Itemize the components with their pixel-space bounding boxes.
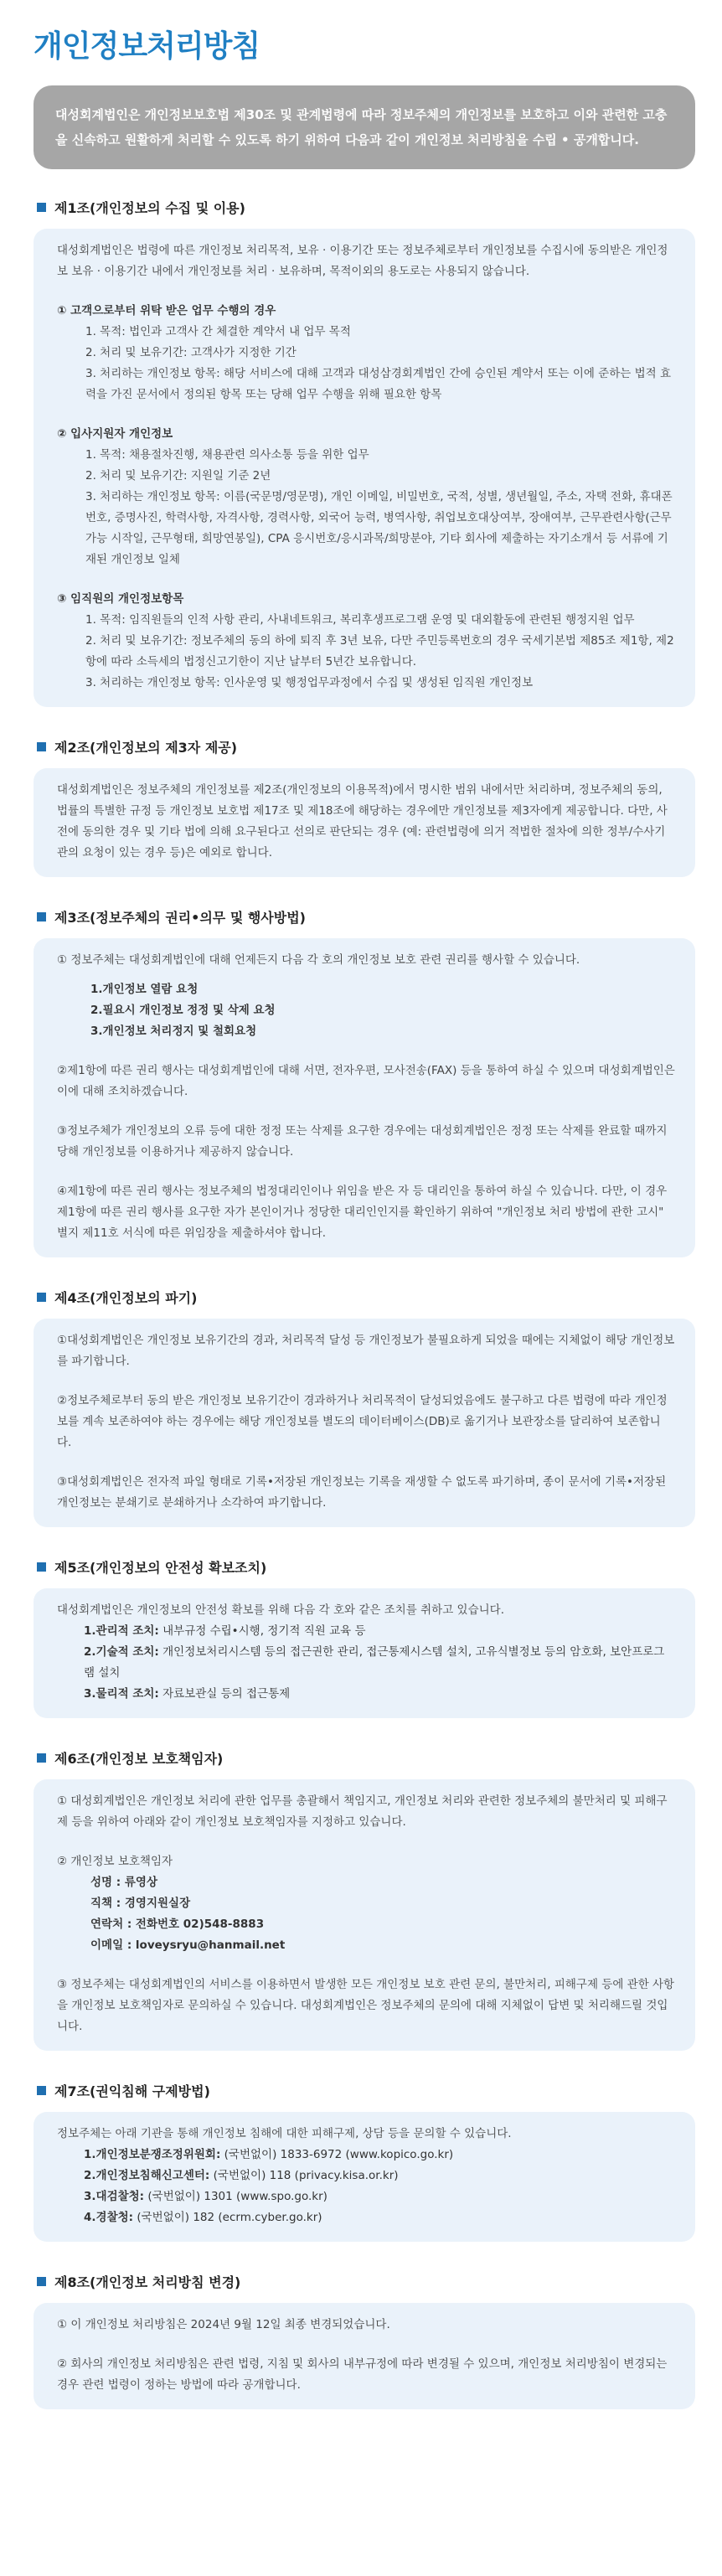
item-text: (국번없이) 1833-6972 (www.kopico.go.kr) — [220, 2148, 454, 2161]
list-item: 1.개인정보 열람 요청 — [90, 983, 199, 996]
item-text: (국번없이) 182 (ecrm.cyber.go.kr) — [133, 2211, 322, 2224]
section-5-header — [37, 1557, 695, 1577]
list-item: 3. 처리하는 개인정보 항목: 인사운영 및 행정업무과정에서 수집 및 생성된 임직원 개인정보 — [85, 676, 534, 689]
paragraph: 정보주체는 아래 기관을 통해 개인정보 침해에 대한 피해구제, 상담 등을 문의할 수 있습니다. — [57, 2127, 512, 2140]
contact-phone: 연락처 : 전화번호 02)548-8883 — [90, 1918, 265, 1931]
section-2-title: 제2조(개인정보의 제3자 제공) — [54, 740, 238, 756]
contact-name: 성명 : 류영상 — [90, 1876, 158, 1889]
page-title: 개인정보처리방침 — [34, 29, 260, 64]
section-1-body — [34, 229, 695, 707]
list-item: 2.필요시 개인정보 정정 및 삭제 요청 — [90, 1004, 276, 1017]
item-label: 4.경찰청: — [84, 2211, 134, 2224]
paragraph: ② 개인정보 보호책임자 — [57, 1855, 173, 1868]
sub-heading: ① 고객으로부터 위탁 받은 업무 수행의 경우 — [57, 304, 276, 317]
list-item — [57, 2207, 675, 2228]
list-item: 2. 처리 및 보유기간: 고객사가 지정한 기간 — [85, 346, 297, 359]
square-bullet-icon — [37, 2277, 46, 2286]
sub-heading: ② 입사지원자 개인정보 — [57, 427, 173, 441]
sub-heading: ③ 임직원의 개인정보항목 — [57, 592, 184, 606]
paragraph: ③ 정보주체는 대성회계법인의 서비스를 이용하면서 발생한 모든 개인정보 보호 관련 문의, 불만처리, 피해구제 등에 관한 사항을 개인정보 보호책임자로 문의하실 수 있습니다. 대성회계법인은 정보주체의 문의에 대해 지체없이 답변 및 처리해드릴 것입니다. — [57, 1978, 675, 2033]
paragraph: ① 이 개인정보 처리방침은 2024년 9월 12일 최종 변경되었습니다. — [57, 2318, 390, 2331]
list-item — [57, 1684, 675, 1705]
list-item — [57, 2186, 675, 2207]
section-7-title: 제7조(권익침해 구제방법) — [54, 2083, 210, 2099]
item-text: 자료보관실 등의 접근통제 — [158, 1687, 291, 1701]
section-3-title: 제3조(정보주체의 권리•의무 및 행사방법) — [54, 910, 306, 926]
list-item: 2. 처리 및 보유기간: 지원일 기준 2년 — [85, 469, 271, 483]
paragraph: ④제1항에 따른 권리 행사는 정보주체의 법정대리인이나 위임을 받은 자 등 대리인을 통하여 하실 수 있습니다. 다만, 이 경우 제1항에 따른 권리 행사를 요구한 자가 본인이거나 정당한 대리인인지를 확인하기 위하여 "개인정보 처리 방법에 관한 고시" 별지 제11호 서식에 따른 위임장을 제출하셔야 합니다. — [57, 1185, 668, 1240]
item-text: (국번없이) 1301 (www.spo.go.kr) — [144, 2190, 327, 2203]
item-text: 개인정보처리시스템 등의 접근권한 관리, 접근통제시스템 설치, 고유식별정보 등의 암호화, 보안프로그램 설치 — [84, 1645, 665, 1680]
paragraph: ① 정보주체는 대성회계법인에 대해 언제든지 다음 각 호의 개인정보 보호 관련 권리를 행사할 수 있습니다. — [57, 953, 580, 967]
paragraph: 대성회계법인은 법령에 따른 개인정보 처리목적, 보유 · 이용기간 또는 정보주체로부터 개인정보를 수집시에 동의받은 개인정보 보유 · 이용기간 내에서 개인정보를 처리 · 보유하며, 목적이외의 용도로는 사용되지 않습니다. — [57, 244, 668, 278]
list-item — [57, 2145, 675, 2166]
section-2-header — [37, 737, 695, 756]
square-bullet-icon — [37, 1293, 46, 1302]
square-bullet-icon — [37, 1562, 46, 1572]
item-text: 내부규정 수립•시행, 정기적 직원 교육 등 — [158, 1624, 366, 1638]
item-label: 2.기술적 조치: — [84, 1645, 159, 1659]
section-1-title: 제1조(개인정보의 수집 및 이용) — [54, 200, 245, 216]
section-2-body — [34, 768, 695, 877]
section-5-body — [34, 1588, 695, 1718]
section-7-header — [37, 2081, 695, 2100]
section-6-body — [34, 1779, 695, 2051]
list-item: 2. 처리 및 보유기간: 정보주체의 동의 하에 퇴직 후 3년 보유, 다만 주민등록번호의 경우 국세기본법 제85조 제1항, 제2항에 따라 소득세의 법정신고기한이 지난 날부터 5년간 보유합니다. — [85, 634, 674, 669]
intro-banner: 대성회계법인은 개인정보보호법 제30조 및 관계법령에 따라 정보주체의 개인정보를 보호하고 이와 관련한 고충을 신속하고 원활하게 처리할 수 있도록 하기 위하여 다음과 같이 개인정보 처리방침을 수립 • 공개합니다. — [34, 85, 695, 169]
paragraph: 대성회계법인은 정보주체의 개인정보를 제2조(개인정보의 이용목적)에서 명시한 범위 내에서만 처리하며, 정보주체의 동의, 법률의 특별한 규정 등 개인정보 보호법 제17조 및 제18조에 해당하는 경우에만 개인정보를 제3자에게 제공합니다. 다만, 사전에 동의한 경우 및 기타 법에 의해 요구된다고 선의로 판단되는 경우 (예: 관련법령에 의거 적법한 절차에 의한 정부/수사기관의 요청이 있는 경우 등)은 예외로 합니다. — [57, 783, 668, 860]
section-4-header — [37, 1288, 695, 1307]
item-label: 3.대검찰청: — [84, 2190, 145, 2203]
contact-email: 이메일 : loveysryu@hanmail.net — [90, 1938, 286, 1952]
list-item: 1. 목적: 법인과 고객사 간 체결한 계약서 내 업무 목적 — [85, 325, 351, 338]
section-6-title: 제6조(개인정보 보호책임자) — [54, 1751, 224, 1767]
square-bullet-icon — [37, 1753, 46, 1763]
paragraph: ①대성회계법인은 개인정보 보유기간의 경과, 처리목적 달성 등 개인정보가 불필요하게 되었을 때에는 지체없이 해당 개인정보를 파기합니다. — [57, 1334, 675, 1368]
section-5-title: 제5조(개인정보의 안전성 확보조치) — [54, 1560, 267, 1576]
section-8-header — [37, 2272, 695, 2291]
section-4-body — [34, 1319, 695, 1527]
paragraph: ②정보주체로부터 동의 받은 개인정보 보유기간이 경과하거나 처리목적이 달성되었음에도 불구하고 다른 법령에 따라 개인정보를 계속 보존하여야 하는 경우에는 해당 개인정보를 별도의 데이터베이스(DB)로 옮기거나 보관장소를 달리하여 보존합니다. — [57, 1394, 668, 1449]
list-item — [57, 2166, 675, 2186]
item-label: 1.개인정보분쟁조정위원회: — [84, 2148, 221, 2161]
item-text: (국번없이) 118 (privacy.kisa.or.kr) — [209, 2169, 399, 2182]
item-label: 1.관리적 조치: — [84, 1624, 159, 1638]
list-item — [57, 1621, 675, 1642]
item-label: 3.물리적 조치: — [84, 1687, 159, 1701]
paragraph: ②제1항에 따른 권리 행사는 대성회계법인에 대해 서면, 전자우편, 모사전송(FAX) 등을 통하여 하실 수 있으며 대성회계법인은 이에 대해 조치하겠습니다. — [57, 1064, 675, 1098]
section-8-body — [34, 2303, 695, 2409]
section-1-header — [37, 198, 695, 217]
list-item: 1. 목적: 채용절차진행, 채용관련 의사소통 등을 위한 업무 — [85, 448, 369, 462]
list-item: 3. 처리하는 개인정보 항목: 이름(국문명/영문명), 개인 이메일, 비밀번호, 국적, 성별, 생년월일, 주소, 자택 전화, 휴대폰 번호, 증명사진, 학력사항, 자격사항, 경력사항, 외국어 능력, 병역사항, 취업보호대상여부, 장애여부, 근무관련사항(근무가능 시작일, 근무형태, 희망연봉일), CPA 응시번호/응시과목/희망분야, 기타 회사에 제출하는 자기소개서 등 서류에 기재된 개인정보 일체 — [85, 490, 673, 566]
item-label: 2.개인정보침해신고센터: — [84, 2169, 210, 2182]
section-7-body — [34, 2112, 695, 2242]
square-bullet-icon — [37, 203, 46, 212]
paragraph: ③정보주체가 개인정보의 오류 등에 대한 정정 또는 삭제를 요구한 경우에는 대성회계법인은 정정 또는 삭제를 완료할 때까지 당해 개인정보를 이용하거나 제공하지 않습니다. — [57, 1124, 668, 1159]
paragraph: ③대성회계법인은 전자적 파일 형태로 기록•저장된 개인정보는 기록을 재생할 수 없도록 파기하며, 종이 문서에 기록•저장된 개인정보는 분쇄기로 분쇄하거나 소각하여 파기합니다. — [57, 1475, 667, 1510]
paragraph: ② 회사의 개인정보 처리방침은 관련 법령, 지침 및 회사의 내부규정에 따라 변경될 수 있으며, 개인정보 처리방침이 변경되는 경우 관련 법령이 정하는 방법에 따라 공개합니다. — [57, 2357, 668, 2392]
section-3-header — [37, 907, 695, 927]
list-item — [57, 1642, 675, 1684]
square-bullet-icon — [37, 912, 46, 921]
list-item: 3. 처리하는 개인정보 항목: 해당 서비스에 대해 고객과 대성삼경회계법인 간에 승인된 계약서 또는 이에 준하는 법적 효력을 가진 문서에서 정의된 항목 또는 당해 업무 수행을 위해 필요한 항목 — [85, 367, 672, 401]
list-item: 1. 목적: 임직원들의 인적 사항 관리, 사내네트워크, 복리후생프로그램 운영 및 대외활동에 관련된 행정지원 업무 — [85, 613, 635, 627]
paragraph: ① 대성회계법인은 개인정보 처리에 관한 업무를 총괄해서 책임지고, 개인정보 처리와 관련한 정보주체의 불만처리 및 피해구제 등을 위하여 아래와 같이 개인정보 보호책임자를 지정하고 있습니다. — [57, 1794, 668, 1829]
section-3-body — [34, 938, 695, 1257]
list-item: 3.개인정보 처리정지 및 철회요청 — [90, 1025, 257, 1038]
contact-position: 직책 : 경영지원실장 — [90, 1897, 191, 1910]
paragraph: 대성회계법인은 개인정보의 안전성 확보를 위해 다음 각 호와 같은 조치를 취하고 있습니다. — [57, 1603, 505, 1617]
square-bullet-icon — [37, 2086, 46, 2095]
section-6-header — [37, 1748, 695, 1768]
section-4-title: 제4조(개인정보의 파기) — [54, 1290, 198, 1306]
section-8-title: 제8조(개인정보 처리방침 변경) — [54, 2274, 241, 2290]
square-bullet-icon — [37, 742, 46, 751]
